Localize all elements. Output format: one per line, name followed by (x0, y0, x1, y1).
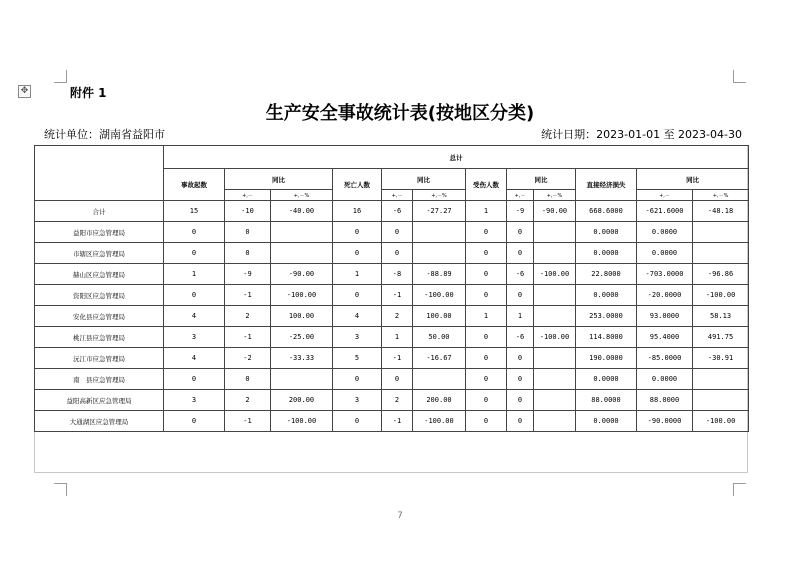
statistics-date: 统计日期：2023-01-01 至 2023-04-30 (541, 128, 742, 141)
table-row (35, 348, 749, 369)
injured-cell: 0 (466, 369, 507, 390)
loss-pct-cell: -96.86 (693, 264, 749, 285)
loss-diff-cell: -621.6000 (637, 201, 693, 222)
accidents-diff-cell: 2 (225, 390, 271, 411)
loss-pct-cell (693, 369, 749, 390)
accidents-cell: 0 (164, 369, 225, 390)
region-header-cell (35, 146, 164, 201)
deaths-cell: 0 (333, 285, 382, 306)
table-row (35, 306, 749, 327)
loss-diff-cell: -90.0000 (637, 411, 693, 432)
statistics-unit: 统计单位：湖南省益阳市 (44, 128, 165, 141)
injured-diff-cell: 0 (507, 348, 534, 369)
accidents-diff-cell: -1 (225, 327, 271, 348)
deaths-cell: 0 (333, 369, 382, 390)
loss-pct-cell: -48.18 (693, 201, 749, 222)
injured-pct-cell: -100.00 (534, 327, 576, 348)
deaths-diff-header: +,－ (382, 190, 413, 201)
loss-diff-cell: 93.0000 (637, 306, 693, 327)
document-title: 生产安全事故统计表(按地区分类) (265, 103, 535, 124)
injured-diff-cell: 0 (507, 369, 534, 390)
deaths-diff-cell: -8 (382, 264, 413, 285)
accidents-cell: 3 (164, 327, 225, 348)
loss-cell: 114.8000 (576, 327, 637, 348)
page-corner-mark-top-left (54, 70, 67, 83)
injured-cell: 1 (466, 306, 507, 327)
deaths-cell: 16 (333, 201, 382, 222)
loss-diff-cell: -20.0000 (637, 285, 693, 306)
accidents-cell: 4 (164, 306, 225, 327)
region-cell: 大通湖区应急管理局 (35, 411, 164, 432)
deaths-yoy-header: 同比 (382, 169, 466, 190)
region-cell: 市辖区应急管理局 (35, 243, 164, 264)
deaths-cell: 0 (333, 243, 382, 264)
deaths-pct-cell: -100.00 (413, 285, 466, 306)
deaths-pct-cell (413, 243, 466, 264)
injured-diff-cell: 0 (507, 243, 534, 264)
deaths-cell: 0 (333, 222, 382, 243)
accidents-diff-header: +,－ (225, 190, 271, 201)
accidents-cell: 3 (164, 390, 225, 411)
deaths-diff-cell: 0 (382, 243, 413, 264)
accidents-header: 事故起数 (164, 169, 225, 201)
region-cell: 合计 (35, 201, 164, 222)
page-corner-mark-bottom-right (733, 483, 746, 496)
accidents-cell: 0 (164, 411, 225, 432)
loss-diff-cell: 95.4000 (637, 327, 693, 348)
injured-pct-cell (534, 285, 576, 306)
deaths-cell: 5 (333, 348, 382, 369)
loss-cell: 253.0000 (576, 306, 637, 327)
table-row (35, 243, 749, 264)
accidents-diff-cell: 0 (225, 222, 271, 243)
table-row (35, 201, 749, 222)
injured-pct-cell (534, 348, 576, 369)
loss-cell: 88.0000 (576, 390, 637, 411)
accidents-diff-cell: 0 (225, 243, 271, 264)
loss-diff-cell: 0.0000 (637, 222, 693, 243)
loss-header: 直接经济损失 (576, 169, 637, 201)
injured-cell: 0 (466, 222, 507, 243)
injured-pct-cell (534, 306, 576, 327)
loss-pct-cell (693, 222, 749, 243)
accidents-cell: 1 (164, 264, 225, 285)
deaths-pct-cell: 100.00 (413, 306, 466, 327)
injured-cell: 0 (466, 285, 507, 306)
injured-cell: 0 (466, 327, 507, 348)
injured-diff-cell: -6 (507, 327, 534, 348)
deaths-pct-cell: -27.27 (413, 201, 466, 222)
region-cell: 沅江市应急管理局 (35, 348, 164, 369)
deaths-diff-cell: 0 (382, 369, 413, 390)
loss-pct-cell (693, 390, 749, 411)
accidents-pct-cell (271, 222, 333, 243)
accidents-cell: 4 (164, 348, 225, 369)
loss-cell: 0.0000 (576, 411, 637, 432)
accidents-diff-cell: -10 (225, 201, 271, 222)
injured-diff-cell: 0 (507, 222, 534, 243)
injured-cell: 0 (466, 243, 507, 264)
loss-cell: 668.6000 (576, 201, 637, 222)
accidents-pct-cell (271, 243, 333, 264)
accidents-pct-cell: 100.00 (271, 306, 333, 327)
accidents-diff-cell: -2 (225, 348, 271, 369)
deaths-diff-cell: -1 (382, 411, 413, 432)
loss-pct-cell: -100.00 (693, 411, 749, 432)
loss-cell: 0.0000 (576, 285, 637, 306)
deaths-pct-cell: -88.89 (413, 264, 466, 285)
deaths-pct-cell: -100.00 (413, 411, 466, 432)
loss-cell: 190.0000 (576, 348, 637, 369)
deaths-pct-cell (413, 222, 466, 243)
deaths-diff-cell: 2 (382, 390, 413, 411)
accidents-pct-cell: -40.00 (271, 201, 333, 222)
page-number: 7 (397, 511, 403, 521)
table-row (35, 390, 749, 411)
injured-cell: 0 (466, 348, 507, 369)
region-cell: 赫山区应急管理局 (35, 264, 164, 285)
loss-diff-cell: -703.0000 (637, 264, 693, 285)
deaths-diff-cell: -6 (382, 201, 413, 222)
table-row (35, 264, 749, 285)
accidents-pct-cell: 200.00 (271, 390, 333, 411)
deaths-header: 死亡人数 (333, 169, 382, 201)
loss-pct-header: +,－% (693, 190, 749, 201)
region-cell: 桃江县应急管理局 (35, 327, 164, 348)
region-cell: 安化县应急管理局 (35, 306, 164, 327)
accidents-pct-cell: -33.33 (271, 348, 333, 369)
deaths-pct-cell: 200.00 (413, 390, 466, 411)
deaths-pct-cell: -16.67 (413, 348, 466, 369)
deaths-cell: 4 (333, 306, 382, 327)
region-cell: 南 县应急管理局 (35, 369, 164, 390)
deaths-diff-cell: 2 (382, 306, 413, 327)
accidents-yoy-header: 同比 (225, 169, 333, 190)
injured-pct-cell: -90.00 (534, 201, 576, 222)
accidents-diff-cell: 2 (225, 306, 271, 327)
table-row (35, 369, 749, 390)
injured-pct-cell (534, 390, 576, 411)
injured-cell: 0 (466, 390, 507, 411)
accidents-diff-cell: -1 (225, 285, 271, 306)
deaths-pct-header: +,－% (413, 190, 466, 201)
injured-pct-cell (534, 369, 576, 390)
accidents-pct-cell: -25.00 (271, 327, 333, 348)
loss-cell: 0.0000 (576, 222, 637, 243)
loss-diff-cell: -85.0000 (637, 348, 693, 369)
injured-cell: 1 (466, 201, 507, 222)
accidents-cell: 0 (164, 243, 225, 264)
accidents-pct-header: +,－% (271, 190, 333, 201)
injured-cell: 0 (466, 264, 507, 285)
total-group-header: 总计 (164, 146, 749, 169)
injured-diff-cell: 0 (507, 390, 534, 411)
table-row (35, 222, 749, 243)
injured-pct-header: +,－% (534, 190, 576, 201)
loss-pct-cell: -30.91 (693, 348, 749, 369)
injured-diff-header: +,－ (507, 190, 534, 201)
page-corner-mark-bottom-left (54, 483, 67, 496)
region-cell: 资阳区应急管理局 (35, 285, 164, 306)
deaths-diff-cell: -1 (382, 348, 413, 369)
accidents-pct-cell: -90.00 (271, 264, 333, 285)
accidents-diff-cell: -1 (225, 411, 271, 432)
accidents-diff-cell: 0 (225, 369, 271, 390)
loss-cell: 0.0000 (576, 243, 637, 264)
injured-pct-cell (534, 243, 576, 264)
injured-diff-cell: 1 (507, 306, 534, 327)
injured-diff-cell: 0 (507, 411, 534, 432)
table-move-handle-icon[interactable]: ✥ (18, 85, 31, 98)
loss-diff-header: +,－ (637, 190, 693, 201)
accidents-cell: 0 (164, 222, 225, 243)
deaths-pct-cell: 50.00 (413, 327, 466, 348)
region-cell: 益阳市应急管理局 (35, 222, 164, 243)
deaths-diff-cell: 0 (382, 222, 413, 243)
deaths-cell: 3 (333, 390, 382, 411)
injured-pct-cell: -100.00 (534, 264, 576, 285)
loss-pct-cell (693, 243, 749, 264)
accident-statistics-table (34, 145, 749, 432)
region-cell: 益阳高新区应急管理局 (35, 390, 164, 411)
injured-diff-cell: 0 (507, 285, 534, 306)
deaths-diff-cell: 1 (382, 327, 413, 348)
loss-cell: 22.8000 (576, 264, 637, 285)
loss-cell: 0.0000 (576, 369, 637, 390)
deaths-cell: 1 (333, 264, 382, 285)
loss-diff-cell: 88.0000 (637, 390, 693, 411)
loss-diff-cell: 0.0000 (637, 369, 693, 390)
page-corner-mark-top-right (733, 70, 746, 83)
accidents-cell: 15 (164, 201, 225, 222)
injured-cell: 0 (466, 411, 507, 432)
injured-yoy-header: 同比 (507, 169, 576, 190)
table-row (35, 285, 749, 306)
accidents-diff-cell: -9 (225, 264, 271, 285)
injured-pct-cell (534, 411, 576, 432)
deaths-pct-cell (413, 369, 466, 390)
attachment-label: 附件 1 (70, 86, 107, 100)
accidents-pct-cell: -100.00 (271, 285, 333, 306)
table-row (35, 411, 749, 432)
accidents-pct-cell: -100.00 (271, 411, 333, 432)
injured-diff-cell: -9 (507, 201, 534, 222)
injured-pct-cell (534, 222, 576, 243)
loss-pct-cell: 491.75 (693, 327, 749, 348)
injured-header: 受伤人数 (466, 169, 507, 201)
loss-pct-cell: -100.00 (693, 285, 749, 306)
accidents-cell: 0 (164, 285, 225, 306)
injured-diff-cell: -6 (507, 264, 534, 285)
loss-yoy-header: 同比 (637, 169, 749, 190)
loss-diff-cell: 0.0000 (637, 243, 693, 264)
deaths-cell: 3 (333, 327, 382, 348)
loss-pct-cell: 58.13 (693, 306, 749, 327)
table-row (35, 327, 749, 348)
accidents-pct-cell (271, 369, 333, 390)
deaths-cell: 0 (333, 411, 382, 432)
deaths-diff-cell: -1 (382, 285, 413, 306)
